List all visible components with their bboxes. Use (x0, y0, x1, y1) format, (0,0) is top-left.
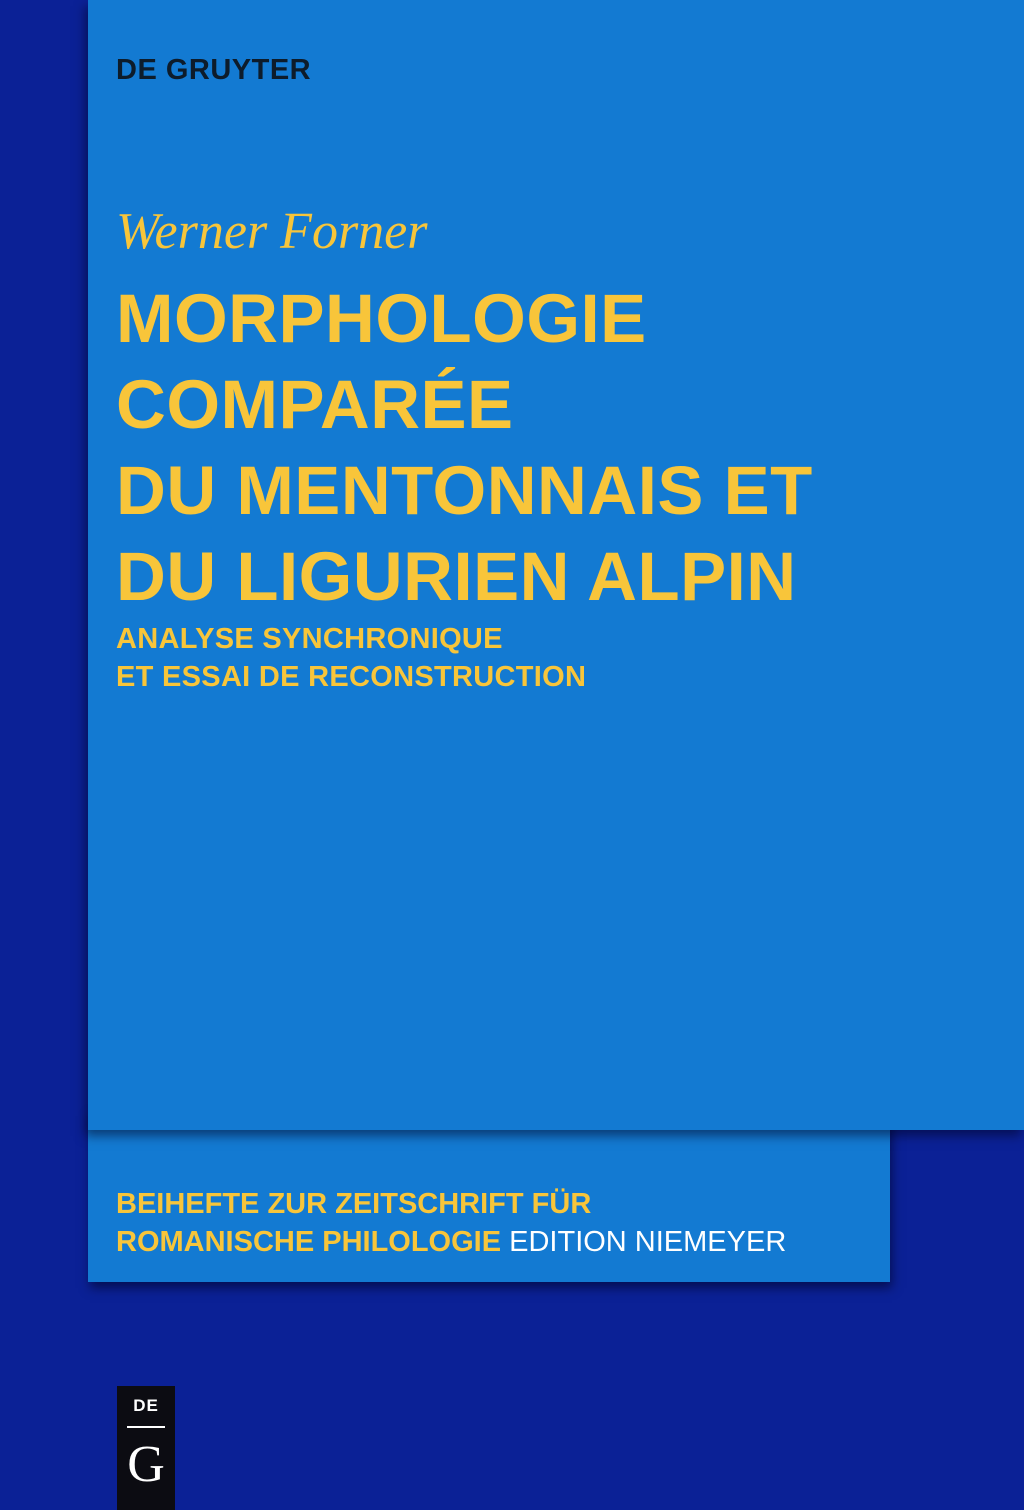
logo-divider (127, 1426, 165, 1428)
title-line: COMPARÉE (116, 366, 514, 443)
logo-g-letter: G (127, 1436, 165, 1493)
series-title (116, 1185, 786, 1261)
subtitle-line: ET ESSAI DE RECONSTRUCTION (116, 661, 587, 693)
series-imprint: EDITION NIEMEYER (509, 1226, 787, 1258)
de-gruyter-logo (117, 1386, 175, 1510)
author-name: Werner Forner (116, 203, 428, 260)
title-line: DU LIGURIEN ALPIN (116, 538, 797, 615)
series-name-part: ROMANISCHE PHILOLOGIE (116, 1226, 502, 1258)
subtitle-line: ANALYSE SYNCHRONIQUE (116, 623, 503, 655)
logo-de-text: DE (133, 1396, 159, 1415)
title-line: DU MENTONNAIS ET (116, 452, 813, 529)
series-line-1: BEIHEFTE ZUR ZEITSCHRIFT FÜR (116, 1188, 592, 1220)
book-title (116, 276, 996, 620)
publisher-name: DE GRUYTER (116, 54, 312, 86)
title-line: MORPHOLOGIE (116, 280, 647, 357)
book-subtitle (116, 620, 586, 696)
series-line-2 (116, 1223, 786, 1261)
